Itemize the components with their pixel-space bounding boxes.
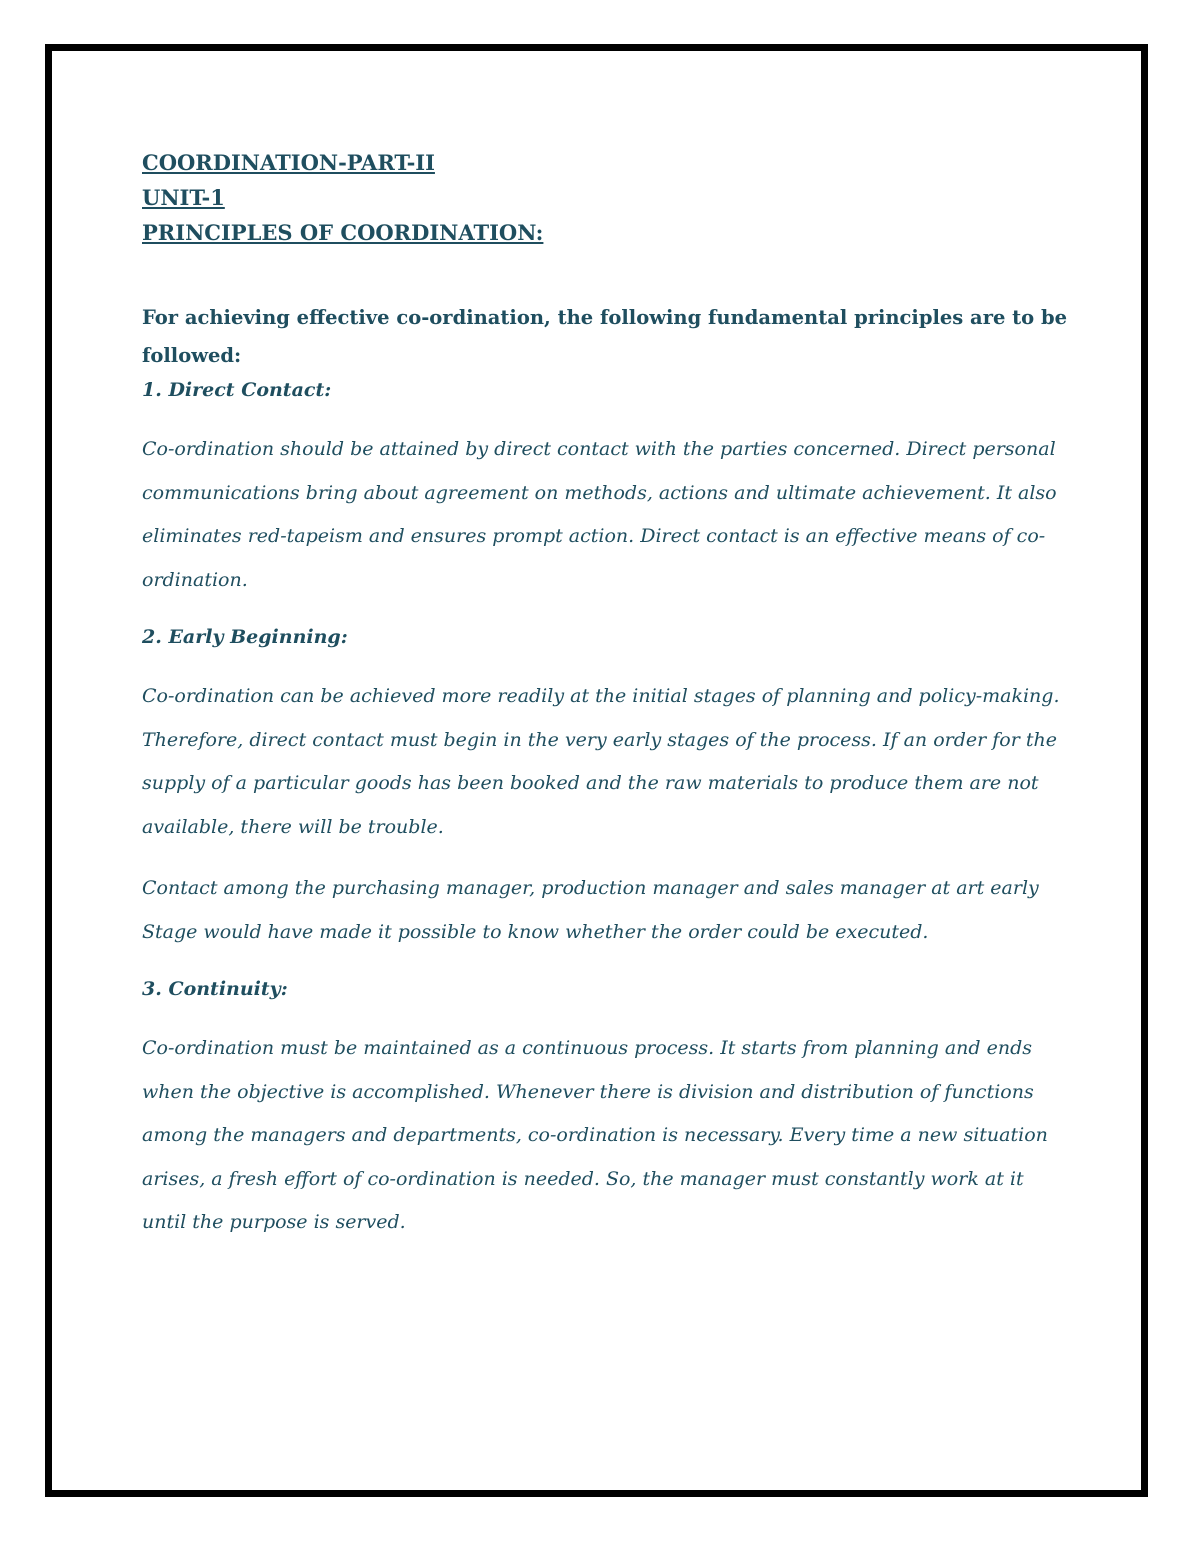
document-body bbox=[142, 145, 1072, 1245]
principle-title-direct-contact: 1. Direct Contact: bbox=[142, 379, 332, 401]
principle-title-continuity: 3. Continuity: bbox=[142, 978, 288, 1000]
intro-paragraph: For achieving effective co-ordination, the following fundamental principles are to be followed: bbox=[142, 306, 1068, 367]
document-title: COORDINATION-PART-II bbox=[142, 150, 435, 175]
principle-paragraph: Contact among the purchasing manager, production manager and sales manager at art early Stage would have made it possible to know whether the order could be executed. bbox=[142, 877, 1039, 943]
principle-title-early-beginning: 2. Early Beginning: bbox=[142, 626, 348, 648]
principle-paragraph: Co-ordination must be maintained as a continuous process. It starts from planning and ends when the objective is accomplished. Whenever there is division and distribution of functions among the managers and departments, co-ordination is necessary. Every time a new situation arises, a fresh effort of co-ordination is needed. So, the manager must constantly work at it until the purpose is served. bbox=[142, 1037, 1048, 1233]
section-heading: PRINCIPLES OF COORDINATION: bbox=[142, 220, 544, 245]
principle-paragraph: Co-ordination should be attained by direct contact with the parties concerned. Direct personal communications bring about agreement on methods, actions and ultimate achievement. It also eliminates red-tapeism and ensures prompt action. Direct contact is an effective means of co-ordination. bbox=[142, 438, 1057, 591]
unit-label: UNIT-1 bbox=[142, 185, 225, 210]
principle-paragraph: Co-ordination can be achieved more readily at the initial stages of planning and policy-making. Therefore, direct contact must begin in the very early stages of the process. If an order for the supply of a particular goods has been booked and the raw materials to produce them are not available, there will be trouble. bbox=[142, 685, 1060, 838]
